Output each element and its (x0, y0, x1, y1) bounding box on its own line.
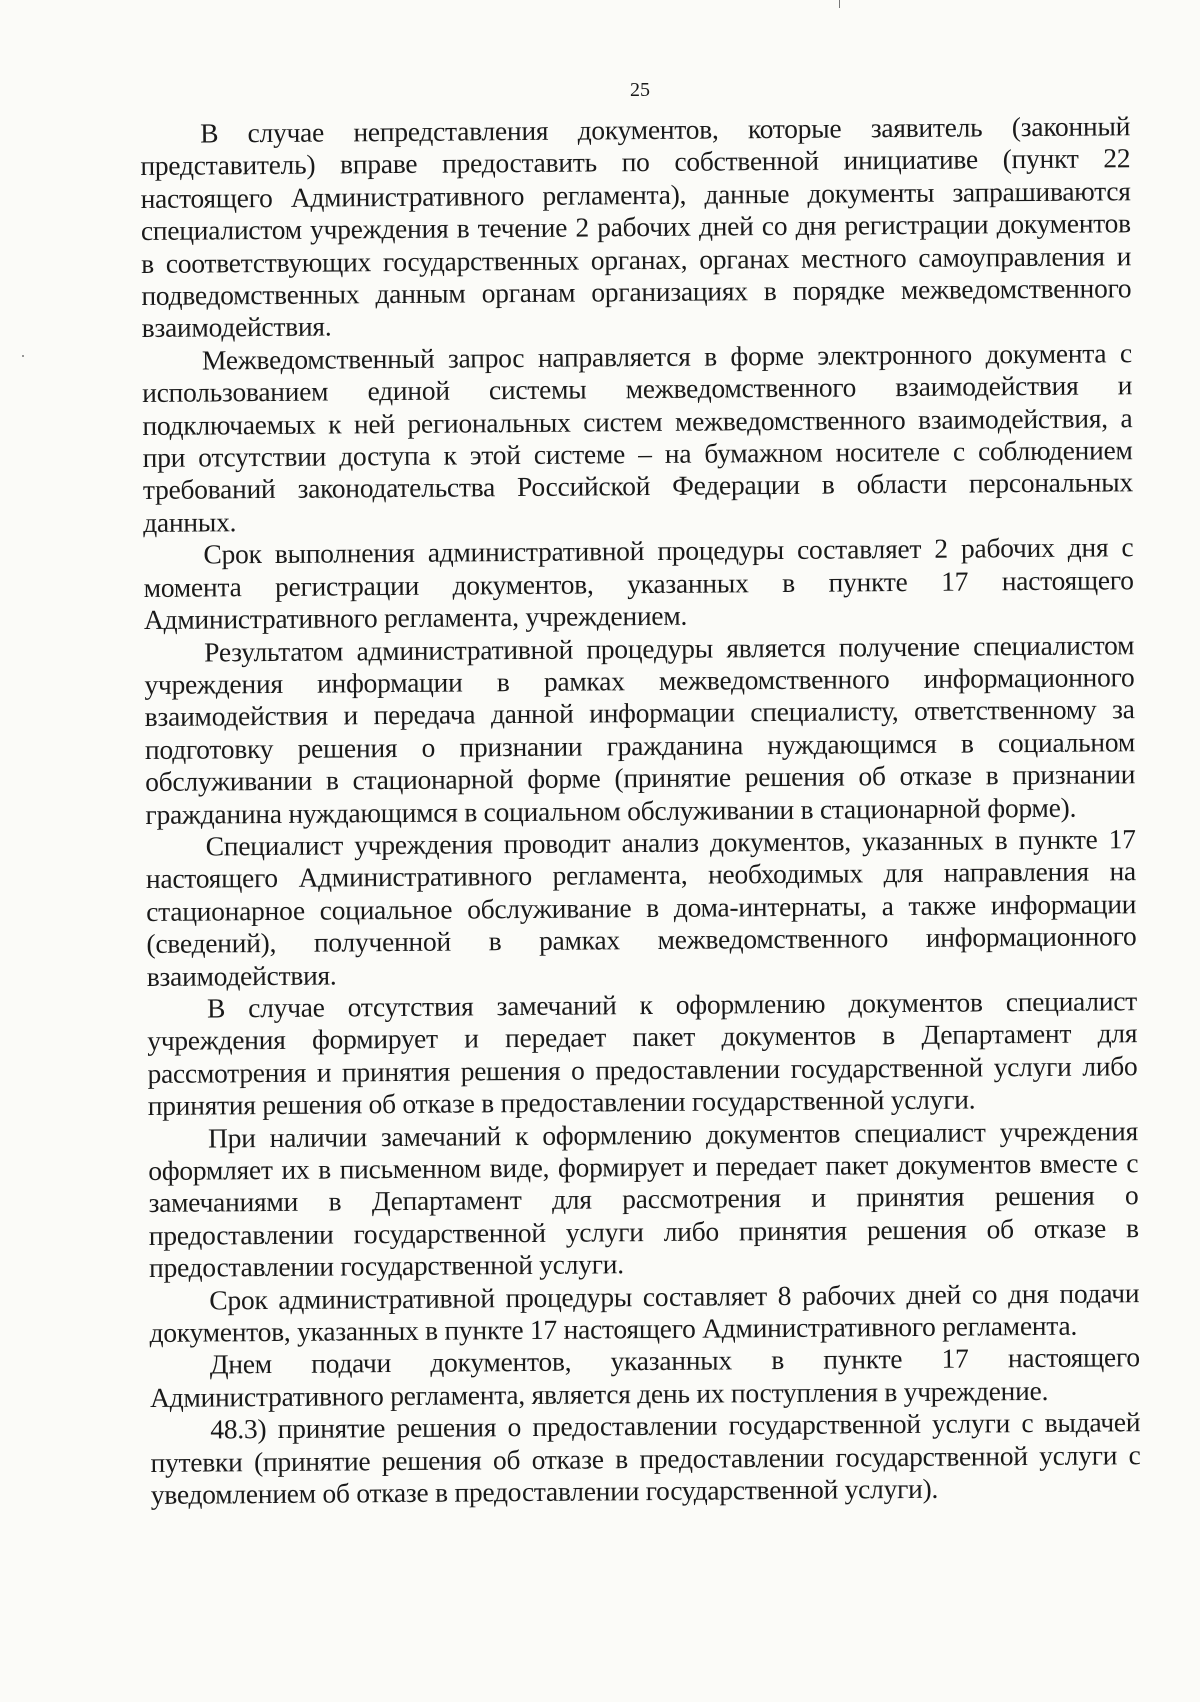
page-number: 25 (630, 79, 650, 101)
document-body (140, 110, 1141, 1511)
paragraph-procedure-duration: Срок административной процедуры составляет 8 рабочих дней со дня подачи документов, указанных в пункте 17 настоящего Административного регламента. (149, 1276, 1140, 1348)
paragraph-document-analysis: Специалист учреждения проводит анализ документов, указанных в пункте 17 настоящего Административного регламента, необходимых для направления на стационарное социальное обслуживание в дома-интернаты, а также информации (сведений), полученной в рамках межведомственного информационного взаимодействия. (145, 823, 1137, 992)
paragraph-electronic-request: Межведомственный запрос направляется в форме электронного документа с использованием единой системы межведомственного взаимодействия и подключаемых к ней региональных систем межведомственного взаимодействия, а при отсутствии доступа к этой системе – на бумажном носителе с соблюдением требований законодательства Российской Федерации в области персональных данных. (142, 337, 1134, 538)
paragraph-procedure-result: Результатом административной процедуры является получение специалистом учреждения информации в рамках межведомственного информационного взаимодействия и передача данной информации специалисту, ответственному за подготовку решения о признании гражданина нуждающимся в социальном обслуживании в стационарной форме (принятие решения об отказе в признании гражданина нуждающимся в социальном обслуживании в стационарной форме). (144, 628, 1136, 830)
paragraph-submission-day: Днем подачи документов, указанных в пункте 17 настоящего Административного регламента, является день их поступления в учреждение. (149, 1341, 1140, 1413)
paragraph-interdepartmental-request: В случае непредставления документов, которые заявитель (законный представитель) вправе предоставить по собственной инициативе (пункт 22 настоящего Административного регламента), данные документы запрашиваются специалистом учреждения в течение 2 рабочих дней со дня регистрации документов в соответствующих государственных органах, органах местного самоуправления и подведомственных данным органам организациях в порядке межведомственного взаимодействия. (140, 110, 1132, 344)
paragraph-with-remarks: При наличии замечаний к оформлению документов специалист учреждения оформляет их в письменном виде, формирует и передает пакет документов вместе с замечаниями в Департамент для рассмотрения и принятия решения о предоставлении государственной услуги либо принятия решения об отказе в предоставлении государственной услуги. (148, 1114, 1139, 1284)
scan-mark-left (22, 355, 24, 357)
paragraph-procedure-term: Срок выполнения административной процедуры составляет 2 рабочих дня с момента регистрации документов, указанных в пункте 17 настоящего Административного регламента, учреждением. (143, 531, 1134, 636)
scan-mark-top (839, 0, 840, 8)
paragraph-no-remarks: В случае отсутствия замечаний к оформлению документов специалист учреждения формирует и передает пакет документов в Департамент для рассмотрения и принятия решения о предоставлении государственной услуги либо принятия решения об отказе в предоставлении государственной услуги. (147, 985, 1138, 1122)
paragraph-item-48-3: 48.3) принятие решения о предоставлении государственной услуги с выдачей путевки (принятие решения об отказе в предоставлении государственной услуги с уведомлением об отказе в предоставлении государственной услуги). (150, 1406, 1141, 1511)
